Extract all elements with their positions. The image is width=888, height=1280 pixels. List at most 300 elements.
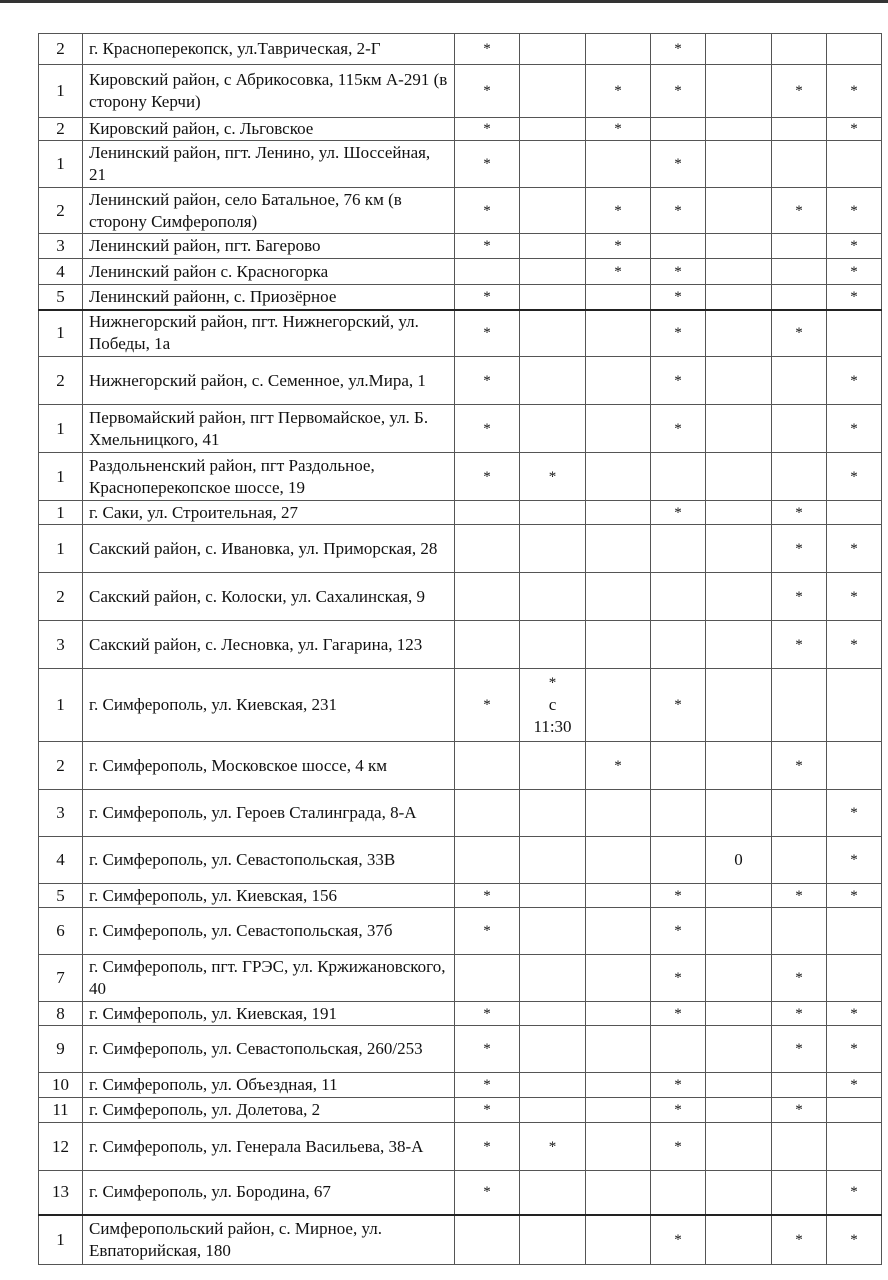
mark-cell: * (455, 1026, 520, 1073)
table-row (39, 310, 882, 357)
table-row (39, 34, 882, 65)
mark-cell (827, 908, 882, 955)
mark-cell (586, 1026, 651, 1073)
mark-cell (706, 1215, 772, 1265)
mark-cell (520, 188, 586, 234)
mark-cell: * (455, 285, 520, 310)
row-number: 5 (39, 884, 83, 908)
mark-cell: * (455, 1171, 520, 1215)
mark-cell (827, 1098, 882, 1123)
mark-cell: * (651, 1215, 706, 1265)
mark-cell (706, 34, 772, 65)
mark-cell: * (772, 573, 827, 621)
mark-cell (455, 955, 520, 1002)
mark-cell (520, 1026, 586, 1073)
mark-cell: 0 (706, 837, 772, 884)
row-number: 1 (39, 1215, 83, 1265)
mark-cell (520, 310, 586, 357)
mark-cell (706, 621, 772, 669)
table-row (39, 357, 882, 405)
mark-cell: * (455, 65, 520, 118)
row-number: 3 (39, 790, 83, 837)
mark-cell: * (827, 1073, 882, 1098)
mark-cell (520, 669, 586, 742)
row-number: 6 (39, 908, 83, 955)
mark-cell: * (827, 525, 882, 573)
mark-cell (706, 1123, 772, 1171)
mark-cell: * (520, 453, 586, 501)
address-cell: Ленинский район, пгт. Багерово (83, 234, 455, 259)
mark-cell (772, 357, 827, 405)
row-number: 1 (39, 669, 83, 742)
mark-cell (651, 573, 706, 621)
mark-cell: * (772, 1215, 827, 1265)
mark-cell: * (827, 65, 882, 118)
mark-cell (772, 234, 827, 259)
mark-cell (586, 405, 651, 453)
mark-cell (772, 141, 827, 188)
mark-cell (706, 285, 772, 310)
mark-cell (520, 34, 586, 65)
address-cell: г. Саки, ул. Строительная, 27 (83, 501, 455, 525)
mark-cell: * (651, 884, 706, 908)
mark-cell (586, 621, 651, 669)
address-cell: г. Симферополь, ул. Севастопольская, 37б (83, 908, 455, 955)
mark-cell (827, 501, 882, 525)
mark-cell (520, 405, 586, 453)
mark-cell: * (520, 1123, 586, 1171)
mark-cell (772, 1073, 827, 1098)
mark-cell (706, 669, 772, 742)
mark-cell (455, 573, 520, 621)
row-number: 1 (39, 141, 83, 188)
mark-cell: * (651, 141, 706, 188)
mark-cell (520, 285, 586, 310)
mark-cell: * (772, 188, 827, 234)
address-cell: г. Симферополь, ул. Севастопольская, 33В (83, 837, 455, 884)
mark-cell (586, 453, 651, 501)
mark-cell (586, 884, 651, 908)
table-row (39, 955, 882, 1002)
address-cell: Нижнегорский район, с. Семенное, ул.Мира, 1 (83, 357, 455, 405)
mark-cell (586, 955, 651, 1002)
mark-cell: * (586, 234, 651, 259)
mark-cell: * (772, 1026, 827, 1073)
address-cell: Раздольненский район, пгт Раздольное, Красноперекопское шоссе, 19 (83, 453, 455, 501)
table-row (39, 1026, 882, 1073)
mark-cell (706, 1098, 772, 1123)
mark-cell (706, 955, 772, 1002)
mark-cell: * (455, 141, 520, 188)
row-number: 2 (39, 118, 83, 141)
row-number: 2 (39, 188, 83, 234)
mark-cell: * (586, 118, 651, 141)
address-cell: г. Симферополь, ул. Героев Сталинграда, 8-А (83, 790, 455, 837)
mark-cell: * (651, 34, 706, 65)
mark-cell: * (772, 1002, 827, 1026)
mark-cell (706, 908, 772, 955)
mark-line: с (548, 695, 557, 714)
mark-cell (772, 790, 827, 837)
mark-cell: * (772, 1098, 827, 1123)
mark-cell (455, 1215, 520, 1265)
mark-cell (586, 1171, 651, 1215)
mark-cell (520, 955, 586, 1002)
table-row (39, 837, 882, 884)
mark-cell: * (651, 1002, 706, 1026)
mark-cell: * (455, 908, 520, 955)
address-cell: Сакский район, с. Колоски, ул. Сахалинская, 9 (83, 573, 455, 621)
address-cell: г. Симферополь, ул. Объездная, 11 (83, 1073, 455, 1098)
mark-cell (520, 621, 586, 669)
table-row (39, 669, 882, 742)
mark-cell (827, 669, 882, 742)
table-row (39, 188, 882, 234)
mark-cell: * (827, 790, 882, 837)
mark-cell (586, 1098, 651, 1123)
mark-cell: * (651, 285, 706, 310)
address-cell: Нижнегорский район, пгт. Нижнегорский, ул. Победы, 1а (83, 310, 455, 357)
mark-cell: * (455, 234, 520, 259)
mark-cell (520, 573, 586, 621)
table-row (39, 501, 882, 525)
row-number: 2 (39, 357, 83, 405)
mark-cell (586, 501, 651, 525)
mark-cell (706, 742, 772, 790)
mark-cell: * (455, 1002, 520, 1026)
mark-cell: * (586, 742, 651, 790)
mark-cell (586, 1215, 651, 1265)
mark-cell: * (827, 621, 882, 669)
mark-cell (651, 1171, 706, 1215)
mark-cell: * (827, 1026, 882, 1073)
mark-cell: * (455, 357, 520, 405)
mark-cell (520, 742, 586, 790)
mark-line: * (548, 675, 557, 691)
mark-cell (706, 525, 772, 573)
top-edge-bar (0, 0, 888, 3)
mark-cell (706, 1073, 772, 1098)
mark-cell: * (455, 405, 520, 453)
mark-cell (651, 453, 706, 501)
table-row (39, 1215, 882, 1265)
row-number: 5 (39, 285, 83, 310)
mark-cell: * (651, 908, 706, 955)
mark-cell (651, 790, 706, 837)
mark-cell (520, 65, 586, 118)
row-number: 2 (39, 34, 83, 65)
mark-cell (520, 1098, 586, 1123)
address-cell: Первомайский район, пгт Первомайское, ул. Б. Хмельницкого, 41 (83, 405, 455, 453)
mark-cell: * (827, 1215, 882, 1265)
mark-cell (706, 259, 772, 285)
table-row (39, 285, 882, 310)
mark-cell: * (772, 525, 827, 573)
table-row (39, 65, 882, 118)
mark-cell: * (586, 259, 651, 285)
row-number: 1 (39, 453, 83, 501)
table-row (39, 234, 882, 259)
mark-cell (706, 501, 772, 525)
table-row (39, 884, 882, 908)
address-cell: г. Красноперекопск, ул.Таврическая, 2-Г (83, 34, 455, 65)
mark-cell (520, 118, 586, 141)
mark-cell: * (651, 259, 706, 285)
mark-cell (772, 453, 827, 501)
mark-cell (651, 837, 706, 884)
mark-cell: * (651, 955, 706, 1002)
mark-cell (586, 669, 651, 742)
mark-cell (651, 234, 706, 259)
mark-cell (772, 669, 827, 742)
mark-cell (586, 525, 651, 573)
mark-cell: * (455, 1123, 520, 1171)
table-row (39, 1002, 882, 1026)
mark-cell: * (827, 1002, 882, 1026)
mark-cell: * (827, 234, 882, 259)
mark-cell: * (651, 405, 706, 453)
mark-cell (772, 837, 827, 884)
row-number: 10 (39, 1073, 83, 1098)
mark-cell (706, 1026, 772, 1073)
address-cell: г. Симферополь, ул. Киевская, 191 (83, 1002, 455, 1026)
table-row (39, 742, 882, 790)
mark-cell (455, 259, 520, 285)
mark-cell (772, 259, 827, 285)
mark-cell: * (772, 621, 827, 669)
table-row (39, 525, 882, 573)
address-cell: г. Симферополь, пгт. ГРЭС, ул. Кржижановского, 40 (83, 955, 455, 1002)
mark-cell (520, 837, 586, 884)
mark-cell (772, 1123, 827, 1171)
mark-cell (706, 573, 772, 621)
mark-cell: * (827, 1171, 882, 1215)
table-row (39, 1073, 882, 1098)
address-cell: Кировский район, с. Льговское (83, 118, 455, 141)
mark-cell (772, 908, 827, 955)
mark-cell: * (772, 65, 827, 118)
mark-cell: * (772, 884, 827, 908)
mark-cell (706, 1171, 772, 1215)
mark-cell (827, 955, 882, 1002)
mark-cell (651, 1026, 706, 1073)
table-row (39, 621, 882, 669)
mark-cell (772, 1171, 827, 1215)
mark-cell: * (651, 669, 706, 742)
table-row (39, 453, 882, 501)
table-row (39, 1171, 882, 1215)
mark-cell (586, 357, 651, 405)
mark-cell (706, 118, 772, 141)
mark-cell (586, 285, 651, 310)
mark-cell (586, 34, 651, 65)
address-cell: Ленинский район с. Красногорка (83, 259, 455, 285)
mark-cell: * (827, 118, 882, 141)
table-row (39, 141, 882, 188)
table-row (39, 1098, 882, 1123)
address-cell: г. Симферополь, ул. Бородина, 67 (83, 1171, 455, 1215)
mark-cell (586, 573, 651, 621)
mark-cell (827, 34, 882, 65)
mark-cell: * (651, 1098, 706, 1123)
mark-cell (520, 259, 586, 285)
mark-cell (586, 1073, 651, 1098)
mark-cell (586, 141, 651, 188)
mark-cell: * (455, 188, 520, 234)
row-number: 8 (39, 1002, 83, 1026)
mark-cell: * (455, 118, 520, 141)
mark-cell (706, 1002, 772, 1026)
address-cell: Ленинский район, село Батальное, 76 км (в сторону Симферополя) (83, 188, 455, 234)
mark-cell: * (455, 453, 520, 501)
mark-cell (706, 405, 772, 453)
mark-cell: * (827, 573, 882, 621)
mark-cell (706, 234, 772, 259)
row-number: 11 (39, 1098, 83, 1123)
mark-cell (455, 621, 520, 669)
row-number: 3 (39, 621, 83, 669)
row-number: 1 (39, 65, 83, 118)
mark-cell (706, 65, 772, 118)
mark-cell (455, 790, 520, 837)
address-cell: Ленинский район, пгт. Ленино, ул. Шоссейная, 21 (83, 141, 455, 188)
mark-cell (520, 141, 586, 188)
mark-cell (586, 908, 651, 955)
mark-cell (520, 1073, 586, 1098)
mark-cell (651, 525, 706, 573)
mark-cell: * (827, 453, 882, 501)
mark-cell: * (455, 34, 520, 65)
mark-cell: * (827, 259, 882, 285)
mark-cell (520, 1171, 586, 1215)
table-row (39, 908, 882, 955)
mark-cell (651, 621, 706, 669)
mark-line: 11:30 (533, 717, 572, 736)
mark-cell: * (455, 1098, 520, 1123)
address-cell: Симферопольский район, с. Мирное, ул. Евпаторийская, 180 (83, 1215, 455, 1265)
address-cell: Ленинский районн, с. Приозёрное (83, 285, 455, 310)
address-cell: г. Симферополь, Московское шоссе, 4 км (83, 742, 455, 790)
address-cell: г. Симферополь, ул. Генерала Васильева, 38-А (83, 1123, 455, 1171)
mark-cell: * (651, 357, 706, 405)
mark-cell: * (827, 188, 882, 234)
table-row (39, 790, 882, 837)
row-number: 2 (39, 573, 83, 621)
mark-cell: * (651, 1123, 706, 1171)
mark-cell: * (827, 405, 882, 453)
mark-cell (586, 1002, 651, 1026)
mark-cell (772, 118, 827, 141)
mark-cell (772, 285, 827, 310)
row-number: 4 (39, 837, 83, 884)
table-row (39, 118, 882, 141)
mark-cell (520, 790, 586, 837)
row-number: 1 (39, 310, 83, 357)
mark-cell (520, 1002, 586, 1026)
mark-cell (520, 1215, 586, 1265)
table-row (39, 405, 882, 453)
mark-cell: * (455, 1073, 520, 1098)
mark-cell (706, 141, 772, 188)
mark-cell: * (455, 884, 520, 908)
row-number: 1 (39, 405, 83, 453)
mark-cell (706, 884, 772, 908)
mark-cell (455, 525, 520, 573)
mark-cell (772, 34, 827, 65)
mark-cell (586, 310, 651, 357)
mark-cell (520, 234, 586, 259)
mark-cell (706, 357, 772, 405)
mark-cell: * (772, 955, 827, 1002)
mark-cell (520, 908, 586, 955)
mark-cell: * (586, 188, 651, 234)
row-number: 3 (39, 234, 83, 259)
mark-cell: * (772, 501, 827, 525)
stations-table (38, 33, 882, 1265)
mark-cell: * (455, 669, 520, 742)
table-row (39, 1123, 882, 1171)
mark-cell (455, 501, 520, 525)
address-cell: Сакский район, с. Ивановка, ул. Приморская, 28 (83, 525, 455, 573)
mark-cell (827, 141, 882, 188)
address-cell: Кировский район, с Абрикосовка, 115км А-291 (в сторону Керчи) (83, 65, 455, 118)
mark-cell (586, 1123, 651, 1171)
mark-cell (706, 790, 772, 837)
address-cell: г. Симферополь, ул. Севастопольская, 260/253 (83, 1026, 455, 1073)
mark-cell (827, 742, 882, 790)
row-number: 12 (39, 1123, 83, 1171)
mark-cell (706, 453, 772, 501)
row-number: 13 (39, 1171, 83, 1215)
mark-cell: * (651, 310, 706, 357)
mark-cell (651, 118, 706, 141)
mark-cell: * (455, 310, 520, 357)
mark-cell (706, 310, 772, 357)
table-row (39, 573, 882, 621)
row-number: 1 (39, 501, 83, 525)
address-cell: г. Симферополь, ул. Киевская, 156 (83, 884, 455, 908)
mark-cell: * (586, 65, 651, 118)
address-cell: Сакский район, с. Лесновка, ул. Гагарина, 123 (83, 621, 455, 669)
mark-cell: * (772, 310, 827, 357)
row-number: 7 (39, 955, 83, 1002)
mark-cell (827, 1123, 882, 1171)
mark-cell (520, 501, 586, 525)
mark-cell (586, 837, 651, 884)
mark-cell: * (827, 884, 882, 908)
mark-cell: * (651, 501, 706, 525)
table-row (39, 259, 882, 285)
mark-cell (706, 188, 772, 234)
mark-cell (520, 357, 586, 405)
mark-cell (520, 525, 586, 573)
mark-cell (827, 310, 882, 357)
mark-cell (772, 405, 827, 453)
row-number: 4 (39, 259, 83, 285)
mark-cell (455, 742, 520, 790)
row-number: 2 (39, 742, 83, 790)
mark-cell: * (651, 188, 706, 234)
mark-cell: * (827, 837, 882, 884)
mark-cell (520, 884, 586, 908)
mark-cell: * (827, 285, 882, 310)
mark-cell: * (772, 742, 827, 790)
address-cell: г. Симферополь, ул. Долетова, 2 (83, 1098, 455, 1123)
mark-cell: * (651, 65, 706, 118)
row-number: 1 (39, 525, 83, 573)
mark-cell (651, 742, 706, 790)
row-number: 9 (39, 1026, 83, 1073)
